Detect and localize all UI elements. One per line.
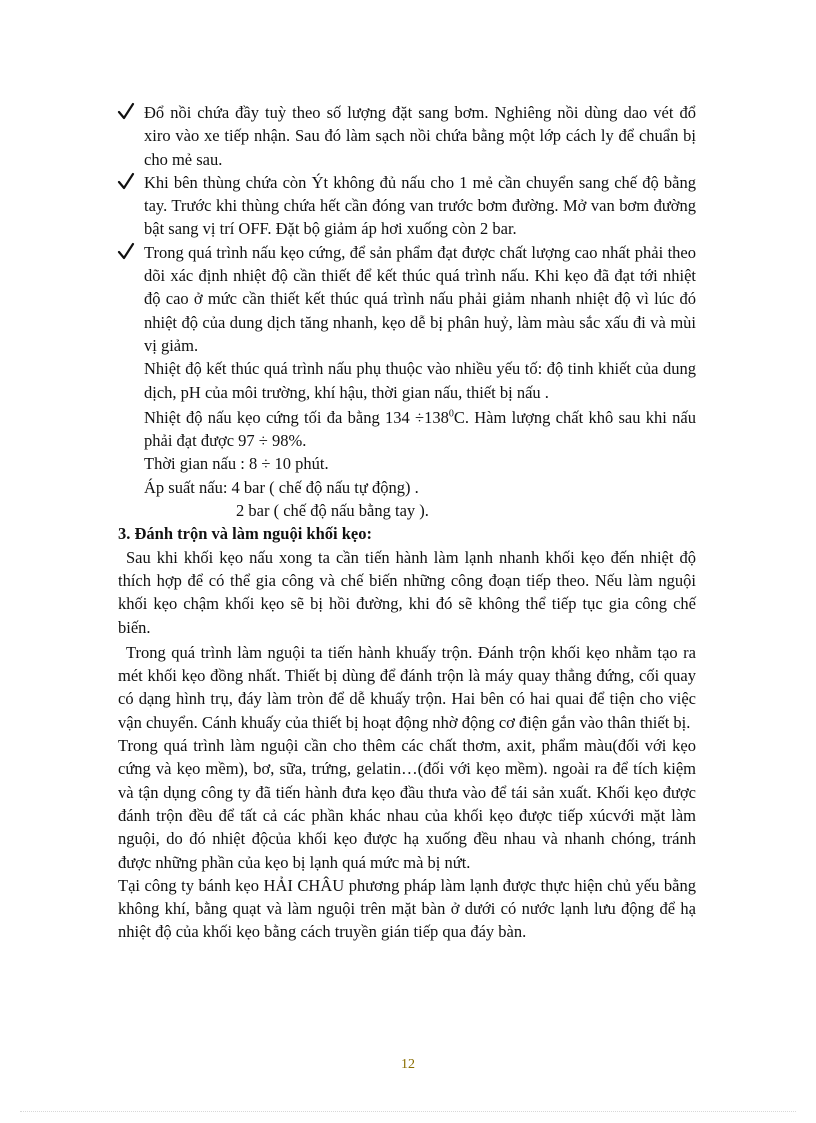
- checkmark-icon: [117, 171, 135, 191]
- body-paragraph: Sau khi khối kẹo nấu xong ta cần tiến hành làm lạnh nhanh khối kẹo đến nhiệt độ thích hợp để có thể gia công và chế biến những công đoạn tiếp theo. Nếu làm nguội khối kẹo chậm khối kẹo sẽ bị hồi đường, khi đó sẽ không thể tiếp tục gia công chế biến.: [118, 547, 696, 637]
- body-paragraph: Trong quá trình làm nguội ta tiến hành khuấy trộn. Đánh trộn khối kẹo nhằm tạo ra mét khối kẹo đồng nhất. Thiết bị dùng để đánh trộn là máy quay thẳng đứng, cối quay có dạng hình trụ, đáy làm tròn để dễ khuấy trộn. Hai bên có hai quai để tiện cho việc vận chuyển. Cánh khuấy của thiết bị hoạt động nhờ động cơ điện gắn vào thân thiết bị.: [118, 642, 696, 732]
- checklist-item: [118, 241, 696, 357]
- end-temperature-factors: Nhiệt độ kết thúc quá trình nấu phụ thuộc vào nhiều yếu tố: độ tinh khiết của dung dịch, pH của môi trường, khí hậu, thời gian nấu, thiết bị nấu .: [144, 359, 696, 402]
- max-temperature-text: [144, 406, 696, 453]
- page-bottom-divider: [20, 1111, 796, 1112]
- checkmark-icon: [117, 241, 135, 261]
- checklist-text: Đổ nồi chứa đầy tuỳ theo số lượng đặt sang bơm. Nghiêng nồi dùng dao vét đổ xiro vào xe tiếp nhận. Sau đó làm sạch nồi chứa bằng một lớp cách ly để chuẩn bị cho mẻ sau.: [144, 103, 696, 169]
- checklist-text: Trong quá trình nấu kẹo cứng, để sản phẩm đạt được chất lượng cao nhất phải theo dõi xác định nhiệt độ cần thiết để kết thúc quá trình nấu. Khi kẹo đã đạt tới nhiệt độ cao ở mức cần thiết kết thúc quá trình nấu phải giảm nhanh nhiệt độ vì lúc đó nhiệt độ của dung dịch tăng nhanh, kẹo dễ bị phân huỷ, làm màu sắc xấu đi và mùi vị giảm.: [144, 242, 696, 355]
- page-number: 12: [401, 1057, 415, 1072]
- degree-superscript: 0: [448, 408, 454, 420]
- cooking-parameters: [118, 357, 696, 522]
- checklist-item: [118, 171, 696, 241]
- body-paragraph: Tại công ty bánh kẹo HẢI CHÂU phương pháp làm lạnh được thực hiện chủ yếu bằng không khí, bằng quạt và làm nguội trên mặt bàn ở dưới có nước lạnh lưu động để hạ nhiệt độ của khối kẹo bằng cách truyền gián tiếp qua đáy bàn.: [118, 875, 696, 942]
- section-heading: 3. Đánh trộn và làm nguội khối kẹo:: [118, 524, 372, 544]
- max-temperature-suffix: C. Hàm lượng chất khô sau khi nấu phải đạt được 97 ÷ 98%.: [144, 407, 696, 451]
- checkmark-icon: [117, 101, 135, 121]
- pressure-manual: 2 bar ( chế độ nấu bằng tay ).: [236, 501, 429, 521]
- checklist-item: [118, 101, 696, 171]
- cooking-time: Thời gian nấu : 8 ÷ 10 phút.: [144, 454, 329, 474]
- max-temperature-prefix: Nhiệt độ nấu kẹo cứng tối đa bằng 134 ÷138: [144, 407, 449, 427]
- body-paragraph: Trong quá trình làm nguội cần cho thêm các chất thơm, axit, phẩm màu(đối với kẹo cứng và kẹo mềm), bơ, sữa, trứng, gelatin…(đối với kẹo mềm). ngoài ra để tích kiệm và tận dụng công ty đã tiến hành đưa kẹo đầu thưa vào để tái sản xuất. Khối kẹo được đánh trộn đều để tất cả các phần khác nhau của khối kẹo được tiếp xúcvới mặt làm nguội, do đó nhiệt độcủa khối kẹo được hạ xuống đều nhau và nhanh chóng, tránh được những phần của kẹo bị lạnh quá mức mà bị nứt.: [118, 736, 696, 872]
- checklist-text: Khi bên thùng chứa còn Ýt không đủ nấu cho 1 mẻ cần chuyển sang chế độ bằng tay. Trước khi thùng chứa hết cần đóng van trước bơm đường. Mở van bơm đường bật sang vị trí OFF. Đặt bộ giảm áp hơi xuống còn 2 bar.: [144, 172, 696, 239]
- page-content: [118, 101, 696, 944]
- pressure-auto: Áp suất nấu: 4 bar ( chế độ nấu tự động) .: [144, 477, 419, 497]
